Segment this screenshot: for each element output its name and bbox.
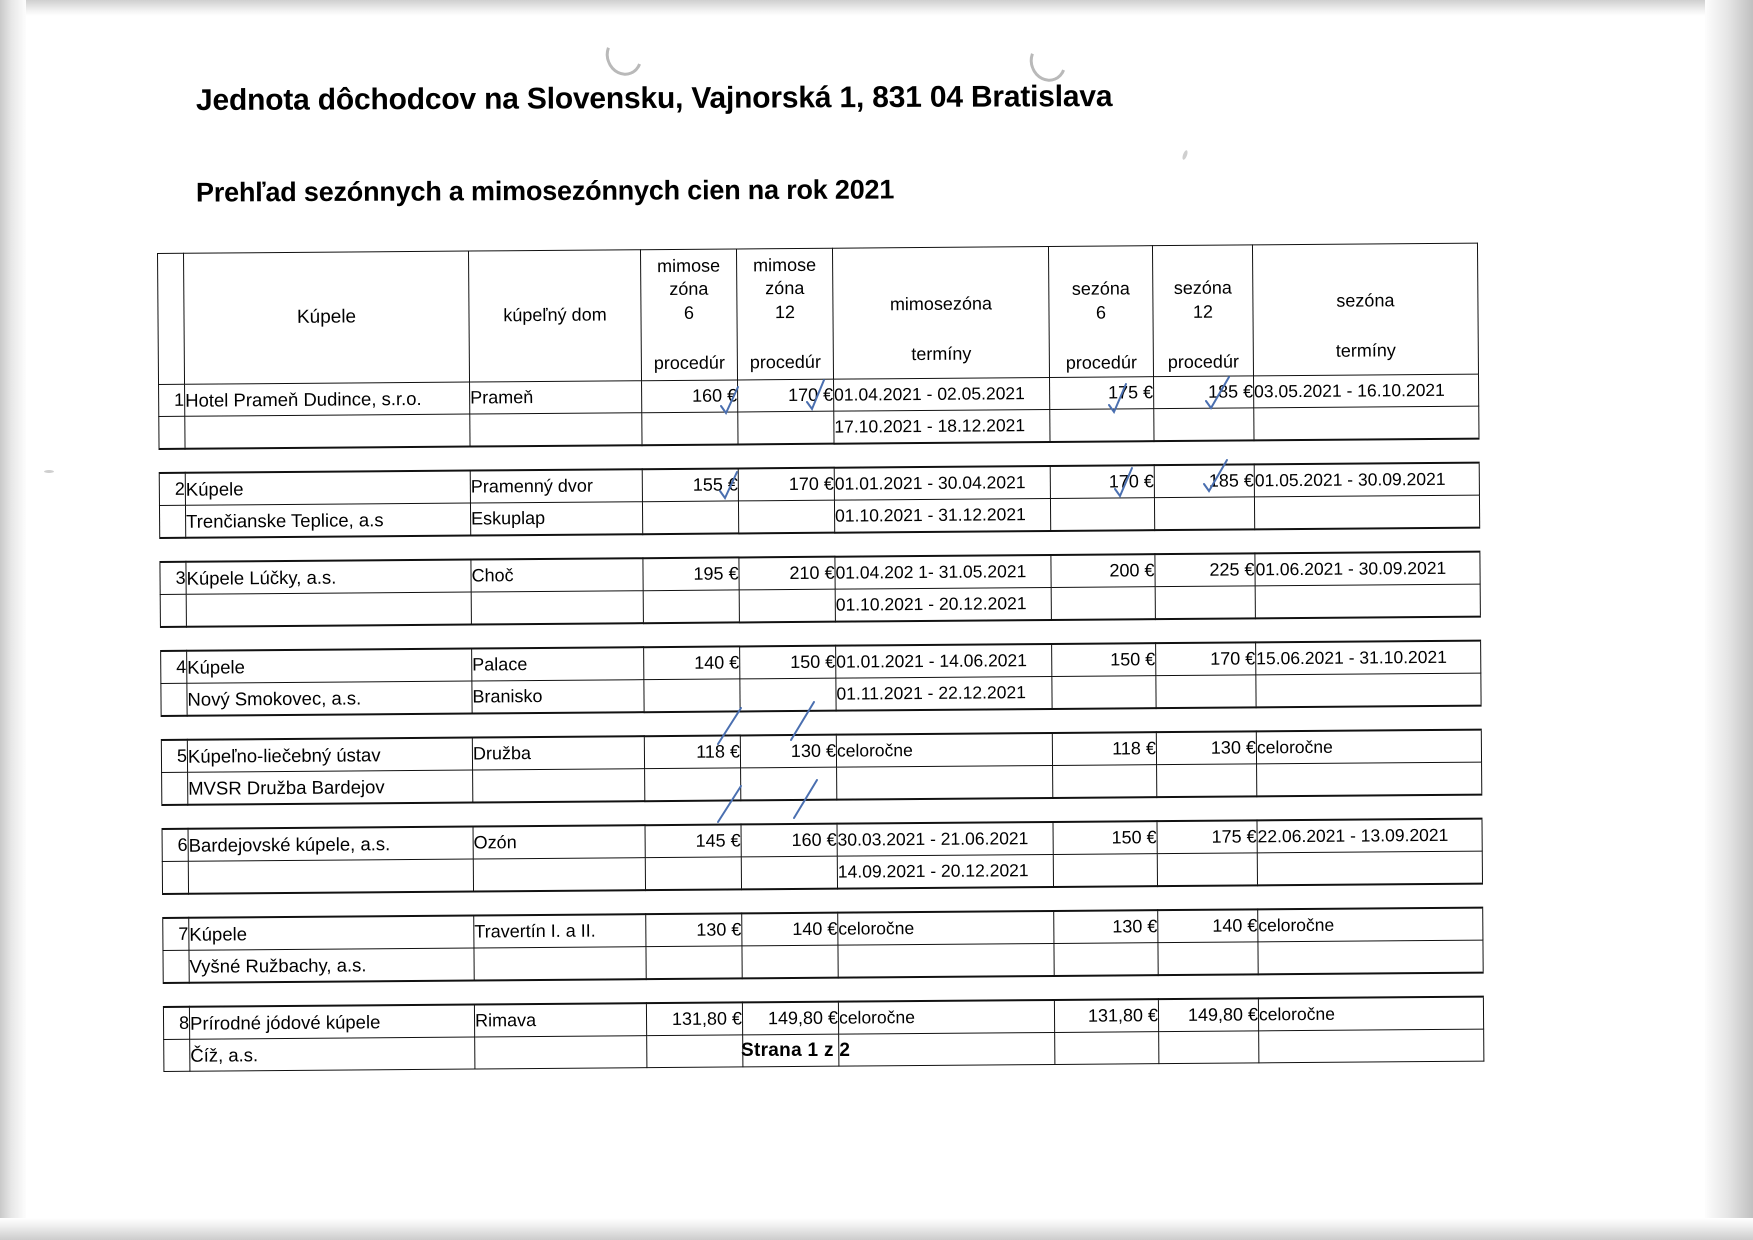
season-price-12: 175 € bbox=[1157, 820, 1257, 853]
spa-name: Kúpeľno-liečebný ústav bbox=[187, 738, 472, 773]
offseason-price-12: 160 € bbox=[741, 824, 837, 857]
season-term-1: 01.05.2021 - 30.09.2021 bbox=[1254, 463, 1479, 497]
row-number-empty bbox=[161, 683, 187, 716]
spa-house-line2 bbox=[475, 1036, 647, 1069]
header-offseason-zone12-l3: 12 bbox=[774, 301, 796, 323]
header-season6-l2: 6 bbox=[1095, 302, 1107, 323]
offseason-price-12: 149,80 € bbox=[742, 1002, 838, 1035]
offseason-term-1: 30.03.2021 - 21.06.2021 bbox=[837, 822, 1053, 856]
season-term-1: celoročne bbox=[1258, 997, 1483, 1031]
season-term-1: 03.05.2021 - 16.10.2021 bbox=[1253, 374, 1478, 408]
spa-name-line2 bbox=[188, 859, 473, 894]
season-price-12-empty bbox=[1159, 1031, 1259, 1064]
season-price-12: 140 € bbox=[1158, 909, 1258, 942]
offseason-price-6: 118 € bbox=[644, 735, 740, 768]
scan-edge-bottom bbox=[0, 1218, 1753, 1240]
row-number: 3 bbox=[160, 562, 186, 595]
header-season-title: sezóna bbox=[1336, 290, 1395, 311]
offseason-term-2 bbox=[839, 1032, 1055, 1066]
offseason-price-6-empty bbox=[647, 1035, 743, 1068]
spa-name: Kúpele bbox=[189, 916, 474, 951]
spa-name: Kúpele bbox=[187, 649, 472, 684]
season-price-12: 130 € bbox=[1156, 731, 1256, 764]
offseason-price-6: 195 € bbox=[643, 557, 739, 590]
season-price-6: 118 € bbox=[1052, 732, 1156, 765]
season-term-1: celoročne bbox=[1256, 730, 1481, 764]
season-price-6: 200 € bbox=[1051, 554, 1155, 587]
row-number: 1 bbox=[159, 384, 185, 416]
offseason-term-1: celoročne bbox=[838, 1000, 1054, 1034]
season-term-1: celoročne bbox=[1258, 908, 1483, 942]
spa-name: Kúpele Lúčky, a.s. bbox=[186, 560, 471, 595]
header-season12-l3: procedúr bbox=[1167, 351, 1239, 372]
row-number: 7 bbox=[163, 918, 189, 951]
offseason-term-2: 17.10.2021 - 18.12.2021 bbox=[834, 409, 1050, 443]
season-term-2 bbox=[1254, 406, 1479, 440]
season-price-12-empty bbox=[1155, 586, 1255, 619]
spa-name: Prírodné jódové kúpele bbox=[189, 1005, 474, 1040]
spa-name: Bardejovské kúpele, a.s. bbox=[188, 827, 473, 862]
spa-house-line2: Eskuplap bbox=[470, 502, 642, 536]
season-price-12-empty bbox=[1157, 764, 1257, 797]
season-term-2 bbox=[1258, 940, 1483, 974]
offseason-price-12-empty bbox=[742, 945, 838, 978]
season-term-2 bbox=[1255, 584, 1480, 618]
row-number: 5 bbox=[161, 740, 187, 773]
offseason-price-12: 170 € bbox=[738, 468, 834, 501]
header-offseason-zone6-l4: procedúr bbox=[653, 352, 725, 373]
season-price-6: 175 € bbox=[1050, 377, 1154, 410]
offseason-price-12-empty bbox=[741, 856, 837, 889]
page-subtitle: Prehľad sezónnych a mimosezónnych cien na rok 2021 bbox=[195, 174, 895, 208]
season-price-12-empty bbox=[1157, 853, 1257, 886]
scan-speck bbox=[1181, 150, 1188, 161]
season-price-12-empty bbox=[1158, 942, 1258, 975]
offseason-term-2: 01.10.2021 - 20.12.2021 bbox=[835, 587, 1051, 621]
offseason-price-6: 145 € bbox=[645, 824, 741, 857]
season-term-1: 01.06.2021 - 30.09.2021 bbox=[1255, 552, 1480, 586]
header-offseason-zone6-l2: zóna bbox=[669, 278, 709, 300]
table-body bbox=[159, 374, 1484, 1071]
offseason-price-6: 155 € bbox=[642, 468, 738, 501]
spa-house: Palace bbox=[472, 647, 644, 681]
season-price-12-empty bbox=[1154, 497, 1254, 530]
offseason-price-12: 150 € bbox=[740, 646, 836, 679]
season-term-2 bbox=[1257, 851, 1482, 885]
punch-hole-icon bbox=[600, 31, 648, 82]
season-price-6-empty bbox=[1050, 498, 1154, 531]
offseason-price-12: 130 € bbox=[740, 735, 836, 768]
header-offseason-zone6-l3: 6 bbox=[683, 302, 695, 323]
row-number: 4 bbox=[161, 651, 187, 684]
offseason-term-1: 01.04.2021 - 02.05.2021 bbox=[834, 377, 1050, 411]
spa-name-line2: MVSR Družba Bardejov bbox=[188, 770, 473, 805]
row-number: 8 bbox=[163, 1007, 189, 1040]
season-term-2 bbox=[1256, 673, 1481, 707]
spa-house-line2 bbox=[473, 769, 645, 803]
spa-name-line2: Trenčianske Teplice, a.s bbox=[185, 503, 470, 538]
offseason-term-2: 14.09.2021 - 20.12.2021 bbox=[837, 854, 1053, 888]
offseason-term-1: celoročne bbox=[838, 911, 1054, 945]
table-header bbox=[158, 243, 1479, 384]
season-price-6-empty bbox=[1053, 854, 1157, 887]
page-footer: Strana 1 z 2 bbox=[741, 1040, 851, 1061]
offseason-term-2 bbox=[838, 943, 1054, 977]
season-price-6-empty bbox=[1053, 765, 1157, 798]
page-title: Jednota dôchodcov na Slovensku, Vajnorská 1, 831 04 Bratislava bbox=[195, 80, 1113, 117]
season-term-2 bbox=[1254, 495, 1479, 529]
header-house: kúpeľný dom bbox=[468, 250, 641, 382]
season-price-12: 170 € bbox=[1156, 642, 1256, 675]
header-season6-l1: sezóna bbox=[1071, 278, 1130, 300]
offseason-price-12-empty bbox=[738, 411, 834, 444]
season-price-6-empty bbox=[1052, 676, 1156, 709]
offseason-term-2: 01.10.2021 - 31.12.2021 bbox=[834, 498, 1050, 532]
header-number bbox=[158, 253, 185, 384]
spa-house-line2 bbox=[473, 858, 645, 892]
season-price-6: 170 € bbox=[1050, 465, 1154, 498]
offseason-price-6: 140 € bbox=[644, 646, 740, 679]
price-table bbox=[157, 243, 1484, 1072]
offseason-price-12: 170 € bbox=[738, 379, 834, 412]
header-offseason-terms-label: termíny bbox=[911, 343, 972, 365]
offseason-term-2: 01.11.2021 - 22.12.2021 bbox=[836, 676, 1052, 710]
row-number-empty bbox=[164, 1039, 190, 1071]
spa-house-line2: Branisko bbox=[472, 680, 644, 714]
row-number-empty bbox=[160, 594, 186, 627]
header-offseason-zone6 bbox=[640, 249, 737, 381]
row-number-empty bbox=[159, 505, 185, 538]
spa-name: Kúpele bbox=[185, 471, 470, 506]
spa-house: Choč bbox=[471, 558, 643, 592]
offseason-price-12-empty bbox=[738, 500, 834, 533]
offseason-price-6-empty bbox=[642, 412, 738, 445]
season-price-6: 130 € bbox=[1054, 910, 1158, 943]
spa-house-line2 bbox=[471, 591, 643, 625]
header-offseason-zone12-l4: procedúr bbox=[749, 351, 821, 373]
offseason-price-12: 140 € bbox=[742, 913, 838, 946]
header-spa: Kúpele bbox=[184, 251, 470, 384]
offseason-price-6-empty bbox=[646, 946, 742, 979]
spa-house: Ozón bbox=[473, 825, 645, 859]
spa-name-line2: Vyšné Ružbachy, a.s. bbox=[189, 948, 474, 983]
row-number: 2 bbox=[159, 473, 185, 506]
spa-house: Družba bbox=[472, 736, 644, 770]
scan-edge-left bbox=[0, 0, 26, 1240]
row-number-empty bbox=[162, 772, 188, 805]
season-price-6-empty bbox=[1051, 587, 1155, 620]
season-price-6-empty bbox=[1055, 1032, 1159, 1065]
spa-name-line2: Nový Smokovec, a.s. bbox=[187, 681, 472, 716]
season-term-2 bbox=[1257, 762, 1482, 796]
scan-edge-right bbox=[1705, 0, 1753, 1240]
row-number-empty bbox=[159, 416, 185, 449]
header-season6-l3: procedúr bbox=[1065, 352, 1137, 373]
offseason-price-6-empty bbox=[642, 501, 738, 534]
header-offseason-title: mimosezóna bbox=[889, 293, 993, 315]
season-price-6: 131,80 € bbox=[1054, 999, 1158, 1032]
season-term-1: 15.06.2021 - 31.10.2021 bbox=[1256, 641, 1481, 675]
spa-house: Rimava bbox=[474, 1003, 646, 1037]
offseason-price-6: 131,80 € bbox=[646, 1002, 742, 1035]
spa-name-line2 bbox=[185, 414, 470, 449]
header-season12-l1: sezóna bbox=[1173, 277, 1232, 299]
spa-name: Hotel Prameň Dudince, s.r.o. bbox=[185, 382, 470, 416]
row-number-empty bbox=[162, 861, 188, 894]
season-price-6: 150 € bbox=[1053, 821, 1157, 854]
spa-house-line2 bbox=[470, 413, 642, 447]
header-offseason-zone12 bbox=[736, 248, 833, 380]
offseason-price-6-empty bbox=[644, 679, 740, 712]
scan-speck bbox=[44, 470, 54, 473]
header-season-terms bbox=[1252, 243, 1478, 376]
price-table-container bbox=[157, 243, 1463, 1072]
offseason-term-1: 01.01.2021 - 14.06.2021 bbox=[836, 644, 1052, 678]
season-price-12-empty bbox=[1156, 675, 1256, 708]
offseason-price-6: 160 € bbox=[642, 380, 738, 413]
season-term-1: 22.06.2021 - 13.09.2021 bbox=[1257, 819, 1482, 853]
season-price-12: 185 € bbox=[1154, 376, 1254, 409]
season-term-2 bbox=[1259, 1029, 1484, 1063]
scan-edge-top bbox=[0, 0, 1753, 16]
season-price-6: 150 € bbox=[1052, 643, 1156, 676]
season-price-6-empty bbox=[1054, 943, 1158, 976]
spa-house-line2 bbox=[474, 947, 646, 981]
offseason-price-12-empty bbox=[740, 678, 836, 711]
spa-name-line2 bbox=[186, 592, 471, 627]
offseason-term-1: celoročne bbox=[836, 733, 1052, 767]
offseason-term-1: 01.04.202 1- 31.05.2021 bbox=[835, 555, 1051, 589]
offseason-price-12: 210 € bbox=[739, 557, 835, 590]
offseason-term-1: 01.01.2021 - 30.04.2021 bbox=[834, 466, 1050, 500]
offseason-price-12-empty bbox=[741, 767, 837, 800]
offseason-price-6-empty bbox=[645, 857, 741, 890]
offseason-price-6-empty bbox=[643, 590, 739, 623]
header-offseason-zone12-l2: zóna bbox=[765, 278, 805, 299]
offseason-price-6-empty bbox=[645, 768, 741, 801]
spa-house: Pramenný dvor bbox=[470, 469, 642, 503]
header-row bbox=[158, 243, 1479, 384]
row-number-empty bbox=[163, 950, 189, 983]
spa-house: Prameň bbox=[470, 381, 642, 414]
spa-house: Travertín I. a II. bbox=[474, 914, 646, 948]
header-season12 bbox=[1152, 245, 1253, 377]
season-price-12: 185 € bbox=[1154, 464, 1254, 497]
offseason-term-2 bbox=[837, 765, 1053, 799]
season-price-12-empty bbox=[1154, 408, 1254, 441]
offseason-price-12-empty bbox=[739, 589, 835, 622]
season-price-12: 149,80 € bbox=[1158, 998, 1258, 1031]
header-offseason-zone12-l1: mimose bbox=[753, 254, 817, 275]
header-season6 bbox=[1048, 246, 1153, 378]
header-offseason-zone6-l1: mimose bbox=[657, 255, 721, 276]
offseason-price-6: 130 € bbox=[646, 913, 742, 946]
header-season-terms-label: termíny bbox=[1335, 340, 1396, 361]
header-season12-l2: 12 bbox=[1192, 301, 1214, 322]
header-offseason-terms bbox=[832, 246, 1049, 379]
season-price-12: 225 € bbox=[1155, 553, 1255, 586]
spa-name-line2: Číž, a.s. bbox=[190, 1037, 475, 1071]
row-number: 6 bbox=[162, 829, 188, 862]
season-price-6-empty bbox=[1050, 409, 1154, 442]
